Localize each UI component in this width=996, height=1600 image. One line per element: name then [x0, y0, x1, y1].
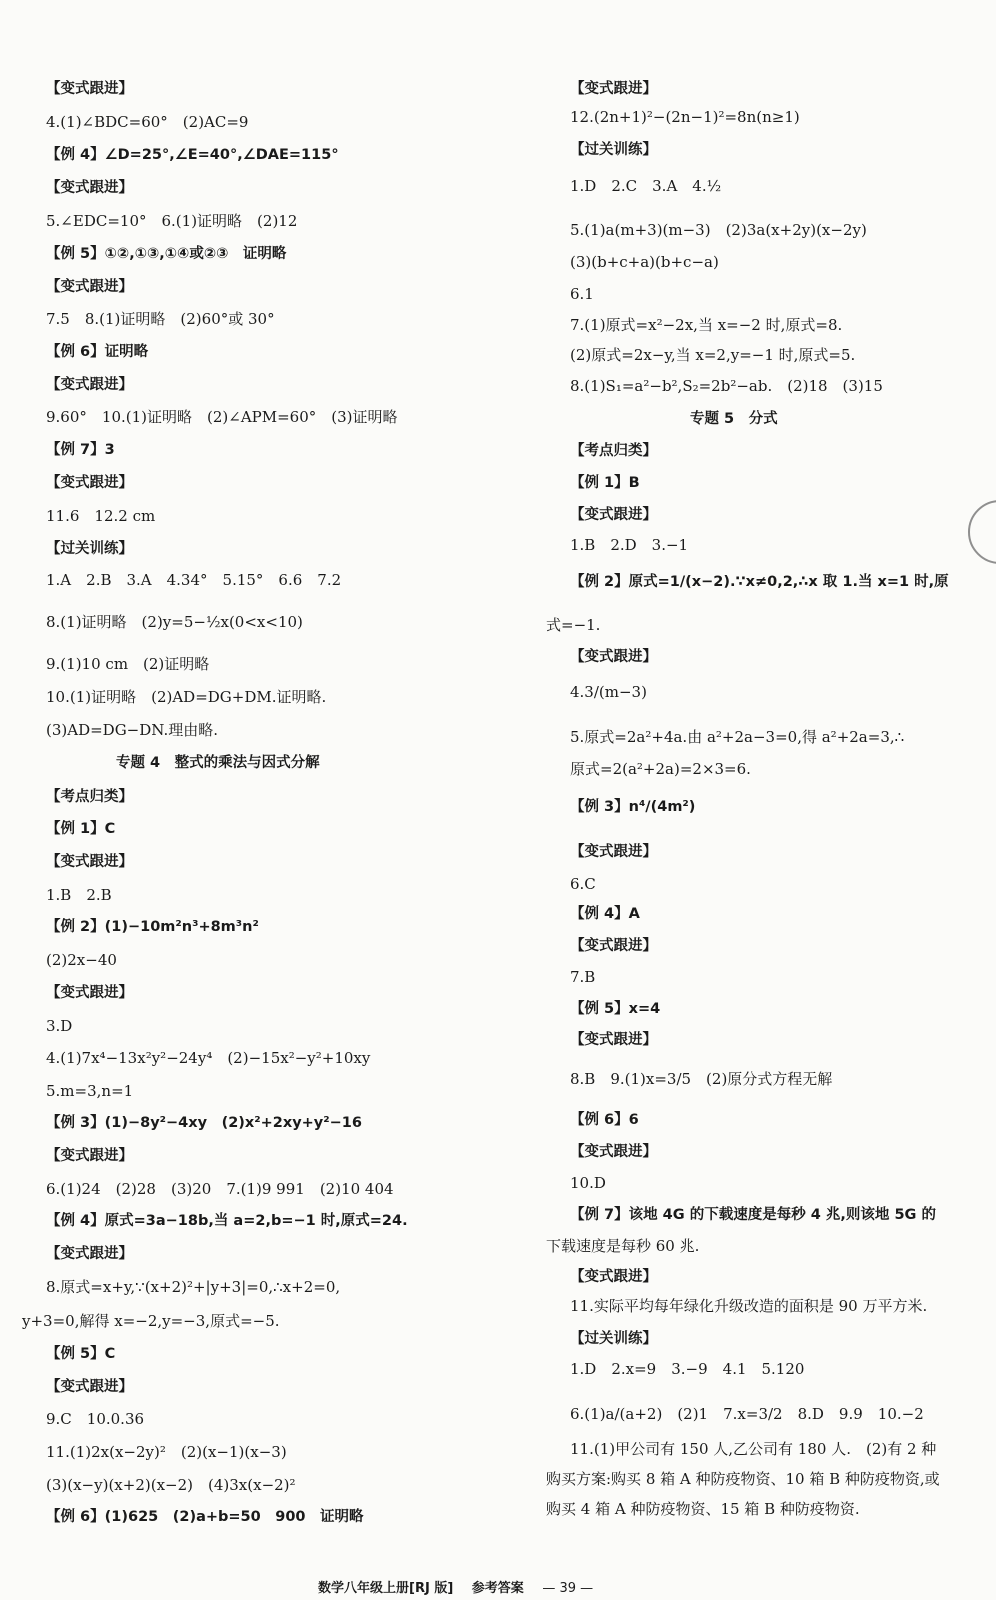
answer-line: 11.6 12.2 cm — [46, 507, 156, 525]
answer-heading: 【例 6】6 — [570, 1112, 639, 1128]
answer-line: 9.C 10.0.36 — [46, 1410, 145, 1428]
answer-line: 购买方案:购买 8 箱 A 种防疫物资、10 箱 B 种防疫物资,或 — [546, 1470, 940, 1488]
left-answer-column — [22, 0, 496, 1600]
answer-line: 11.(1)2x(x−2y)² (2)(x−1)(x−3) — [46, 1443, 287, 1461]
answer-heading: 【变式跟进】 — [46, 377, 133, 393]
answer-line: 4.3/(m−3) — [570, 683, 647, 701]
answer-heading: 【变式跟进】 — [570, 938, 657, 954]
footer-section: 参考答案 — [471, 1581, 524, 1596]
answer-heading: 【变式跟进】 — [46, 180, 133, 196]
answer-line: 6.1 — [570, 285, 594, 303]
answer-heading: 【变式跟进】 — [570, 1269, 657, 1285]
answer-heading: 【变式跟进】 — [570, 507, 657, 523]
answer-heading: 【变式跟进】 — [570, 81, 657, 97]
answer-line: 6.(1)24 (2)28 (3)20 7.(1)9 991 (2)10 404 — [46, 1180, 394, 1198]
answer-line: 7.(1)原式=x²−2x,当 x=−2 时,原式=8. — [570, 316, 843, 334]
answer-heading: 【过关训练】 — [570, 142, 657, 158]
answer-line: 下载速度是每秒 60 兆. — [546, 1237, 700, 1255]
answer-line: 8.原式=x+y,∵(x+2)²+|y+3|=0,∴x+2=0, — [46, 1278, 341, 1296]
section-title: 专题 5 分式 — [690, 411, 778, 427]
answer-line: 式=−1. — [546, 616, 601, 634]
answer-heading: 【变式跟进】 — [570, 1144, 657, 1160]
answer-line: 12.(2n+1)²−(2n−1)²=8n(n≥1) — [570, 108, 800, 126]
answer-heading: 【变式跟进】 — [46, 1379, 133, 1395]
answer-heading: 【变式跟进】 — [46, 1246, 133, 1262]
answer-heading: 【例 5】x=4 — [570, 1001, 661, 1017]
answer-heading: 【考点归类】 — [570, 443, 657, 459]
answer-line: (2)原式=2x−y,当 x=2,y=−1 时,原式=5. — [570, 346, 856, 364]
answer-line: 6.(1)a/(a+2) (2)1 7.x=3/2 8.D 9.9 10.−2 — [570, 1405, 924, 1423]
answer-heading: 【过关训练】 — [46, 541, 133, 557]
answer-heading: 【例 4】∠D=25°,∠E=40°,∠DAE=115° — [46, 147, 339, 163]
answer-heading: 【变式跟进】 — [46, 1148, 133, 1164]
right-answer-column — [546, 0, 996, 1600]
answer-line: 9.60° 10.(1)证明略 (2)∠APM=60° (3)证明略 — [46, 408, 398, 426]
answer-line: y+3=0,解得 x=−2,y=−3,原式=−5. — [22, 1312, 280, 1330]
answer-line: 原式=2(a²+2a)=2×3=6. — [570, 760, 751, 778]
answer-heading: 【变式跟进】 — [46, 475, 133, 491]
answer-heading: 【变式跟进】 — [570, 649, 657, 665]
answer-line: 11.(1)甲公司有 150 人,乙公司有 180 人. (2)有 2 种 — [570, 1440, 937, 1458]
answer-heading: 【变式跟进】 — [570, 844, 657, 860]
footer-book-title: 数学八年级上册[RJ 版] — [318, 1581, 454, 1596]
answer-heading: 【例 1】C — [46, 821, 116, 837]
answer-heading: 【变式跟进】 — [46, 985, 133, 1001]
answer-line: 7.B — [570, 968, 596, 986]
answer-line: (3)(b+c+a)(b+c−a) — [570, 253, 719, 271]
answer-line: 10.(1)证明略 (2)AD=DG+DM.证明略. — [46, 688, 327, 706]
answer-heading: 【过关训练】 — [570, 1331, 657, 1347]
answer-line: 6.C — [570, 875, 596, 893]
answer-heading: 【变式跟进】 — [46, 81, 133, 97]
answer-line: (3)(x−y)(x+2)(x−2) (4)3x(x−2)² — [46, 1476, 296, 1494]
answer-line: 5.∠EDC=10° 6.(1)证明略 (2)12 — [46, 212, 298, 230]
answer-heading: 【例 3】(1)−8y²−4xy (2)x²+2xy+y²−16 — [46, 1115, 362, 1131]
answer-heading: 【例 4】原式=3a−18b,当 a=2,b=−1 时,原式=24. — [46, 1213, 408, 1229]
answer-heading: 【例 5】C — [46, 1346, 116, 1362]
answer-line: 4.(1)∠BDC=60° (2)AC=9 — [46, 113, 249, 131]
page-footer — [318, 1577, 607, 1596]
answer-line: 4.(1)7x⁴−13x²y²−24y⁴ (2)−15x²−y²+10xy — [46, 1049, 371, 1067]
answer-line: 11.实际平均每年绿化升级改造的面积是 90 万平方米. — [570, 1297, 928, 1315]
answer-line: 1.D 2.C 3.A 4.½ — [570, 177, 722, 195]
answer-line: 3.D — [46, 1017, 73, 1035]
answer-heading: 【考点归类】 — [46, 789, 133, 805]
answer-line: (2)2x−40 — [46, 951, 117, 969]
answer-heading: 【例 3】n⁴/(4m²) — [570, 799, 696, 815]
answer-heading: 【变式跟进】 — [46, 854, 133, 870]
answer-line: 1.B 2.D 3.−1 — [570, 536, 689, 554]
answer-line: 1.A 2.B 3.A 4.34° 5.15° 6.6 7.2 — [46, 571, 342, 589]
footer-page-number: — 39 — — [542, 1581, 594, 1596]
answer-heading: 【例 5】①②,①③,①④或②③ 证明略 — [46, 246, 287, 262]
answer-line: 8.(1)证明略 (2)y=5−½x(0<x<10) — [46, 613, 303, 631]
answer-line: 5.原式=2a²+4a.由 a²+2a−3=0,得 a²+2a=3,∴ — [570, 728, 905, 746]
answer-heading: 【例 2】原式=1/(x−2).∵x≠0,2,∴x 取 1.当 x=1 时,原 — [570, 574, 949, 590]
answer-line: 10.D — [570, 1174, 606, 1192]
answer-heading: 【例 7】3 — [46, 442, 115, 458]
answer-heading: 【例 4】A — [570, 906, 640, 922]
answer-line: 8.(1)S₁=a²−b²,S₂=2b²−ab. (2)18 (3)15 — [570, 377, 883, 395]
answer-line: 5.(1)a(m+3)(m−3) (2)3a(x+2y)(x−2y) — [570, 221, 867, 239]
answer-heading: 【例 2】(1)−10m²n³+8m³n² — [46, 919, 259, 935]
answer-heading: 【变式跟进】 — [46, 279, 133, 295]
answer-heading: 【例 7】该地 4G 的下载速度是每秒 4 兆,则该地 5G 的 — [570, 1207, 937, 1223]
answer-line: 5.m=3,n=1 — [46, 1082, 134, 1100]
answer-line: (3)AD=DG−DN.理由略. — [46, 721, 218, 739]
answer-line: 1.D 2.x=9 3.−9 4.1 5.120 — [570, 1360, 805, 1378]
answer-line: 购买 4 箱 A 种防疫物资、15 箱 B 种防疫物资. — [546, 1500, 860, 1518]
answer-line: 7.5 8.(1)证明略 (2)60°或 30° — [46, 310, 275, 328]
answer-line: 1.B 2.B — [46, 886, 112, 904]
answer-line: 8.B 9.(1)x=3/5 (2)原分式方程无解 — [570, 1070, 833, 1088]
section-title: 专题 4 整式的乘法与因式分解 — [116, 755, 320, 771]
answer-heading: 【例 1】B — [570, 475, 640, 491]
answer-heading: 【例 6】(1)625 (2)a+b=50 900 证明略 — [46, 1509, 364, 1525]
answer-heading: 【变式跟进】 — [570, 1032, 657, 1048]
answer-heading: 【例 6】证明略 — [46, 344, 149, 360]
answer-line: 9.(1)10 cm (2)证明略 — [46, 655, 210, 673]
